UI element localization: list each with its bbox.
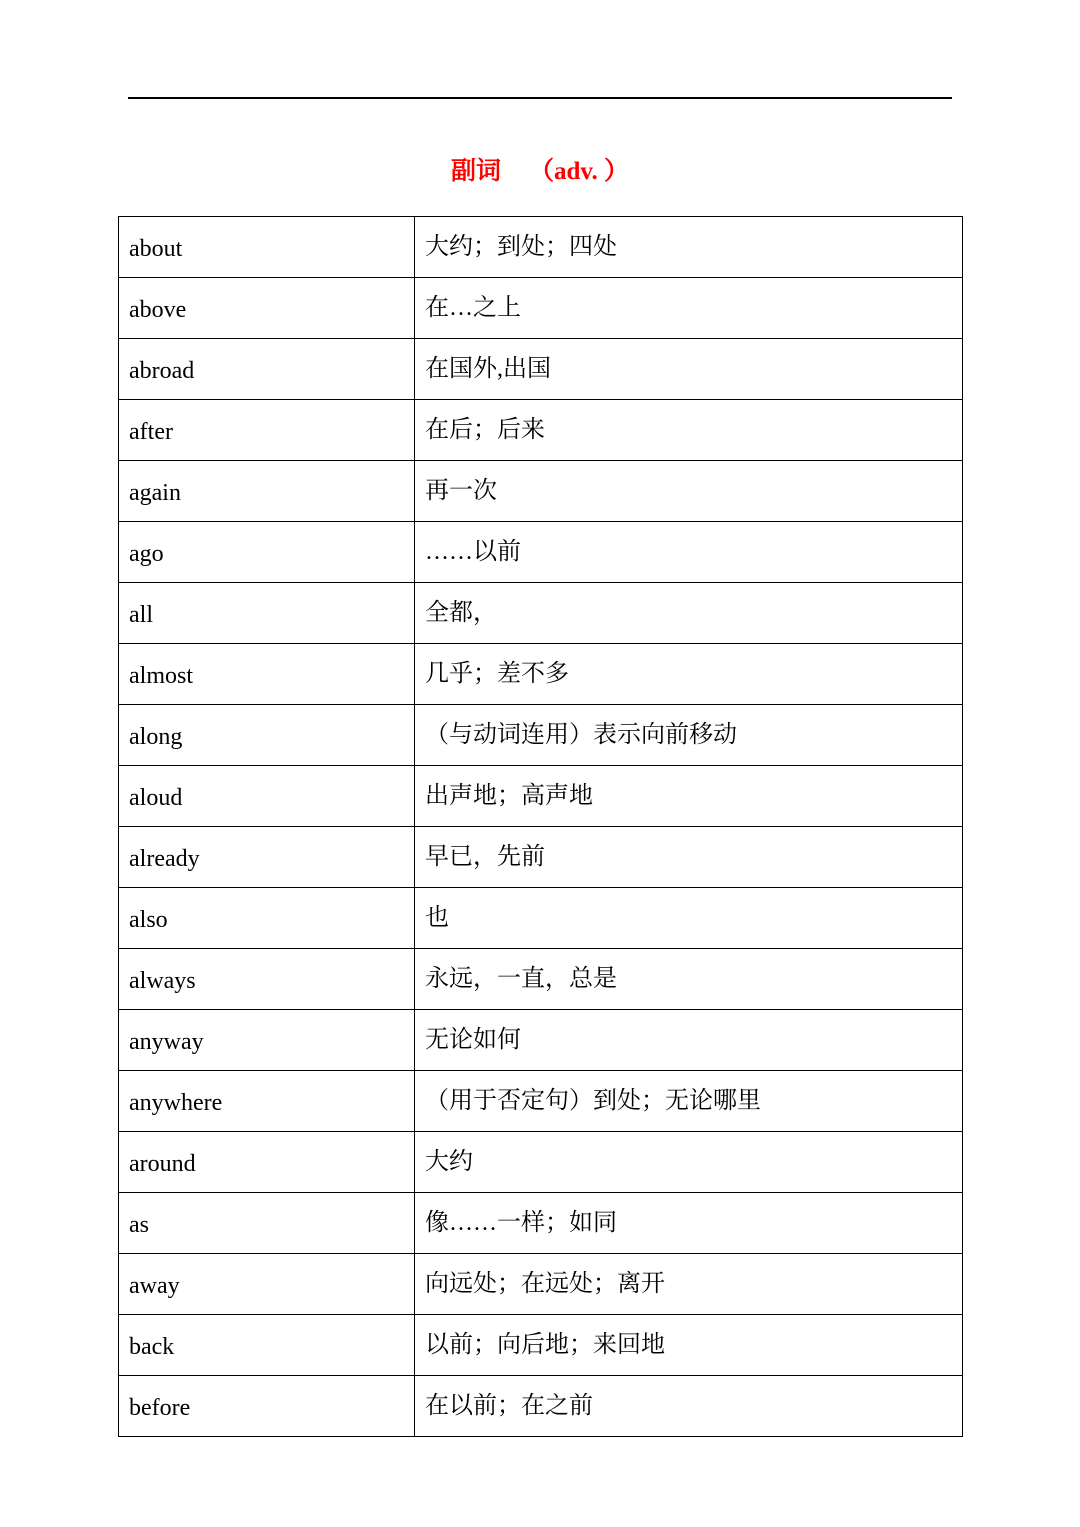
word-cell: above [119,278,415,339]
table-row [119,1132,963,1193]
meaning-cell: 在以前；在之前 [415,1376,963,1437]
vocabulary-table-body [119,217,963,1437]
table-row [119,1071,963,1132]
word-cell: around [119,1132,415,1193]
meaning-cell: ……以前 [415,522,963,583]
table-row [119,400,963,461]
meaning-cell: 向远处；在远处；离开 [415,1254,963,1315]
meaning-cell: 全都， [415,583,963,644]
header-rule [128,97,952,99]
table-row [119,278,963,339]
meaning-cell: 大约 [415,1132,963,1193]
title-pos: （adv. ） [528,158,630,185]
table-row [119,949,963,1010]
word-cell: ago [119,522,415,583]
title-label: 副词 [450,158,501,185]
table-row [119,339,963,400]
word-cell: before [119,1376,415,1437]
word-cell: already [119,827,415,888]
meaning-cell: 在…之上 [415,278,963,339]
word-cell: as [119,1193,415,1254]
meaning-cell: 在国外,出国 [415,339,963,400]
word-cell: about [119,217,415,278]
table-row [119,461,963,522]
word-cell: after [119,400,415,461]
table-row [119,1376,963,1437]
meaning-cell: 也 [415,888,963,949]
word-cell: anywhere [119,1071,415,1132]
meaning-cell: 无论如何 [415,1010,963,1071]
word-cell: always [119,949,415,1010]
table-row [119,827,963,888]
word-cell: back [119,1315,415,1376]
table-row [119,1193,963,1254]
meaning-cell: 在后；后来 [415,400,963,461]
table-row [119,644,963,705]
page-title [0,152,1080,192]
meaning-cell: 以前；向后地；来回地 [415,1315,963,1376]
meaning-cell: 像……一样；如同 [415,1193,963,1254]
meaning-cell: （与动词连用）表示向前移动 [415,705,963,766]
meaning-cell: 永远，一直，总是 [415,949,963,1010]
meaning-cell: 出声地；高声地 [415,766,963,827]
word-cell: again [119,461,415,522]
meaning-cell: 大约；到处；四处 [415,217,963,278]
word-cell: abroad [119,339,415,400]
word-cell: almost [119,644,415,705]
table-row [119,217,963,278]
table-row [119,766,963,827]
table-row [119,583,963,644]
word-cell: anyway [119,1010,415,1071]
word-cell: also [119,888,415,949]
table-row [119,1254,963,1315]
meaning-cell: 早已，先前 [415,827,963,888]
table-row [119,1315,963,1376]
meaning-cell: （用于否定句）到处；无论哪里 [415,1071,963,1132]
table-row [119,1010,963,1071]
table-row [119,705,963,766]
meaning-cell: 再一次 [415,461,963,522]
vocabulary-table [118,216,963,1437]
word-cell: all [119,583,415,644]
meaning-cell: 几乎；差不多 [415,644,963,705]
table-row [119,888,963,949]
table-row [119,522,963,583]
word-cell: away [119,1254,415,1315]
word-cell: aloud [119,766,415,827]
word-cell: along [119,705,415,766]
